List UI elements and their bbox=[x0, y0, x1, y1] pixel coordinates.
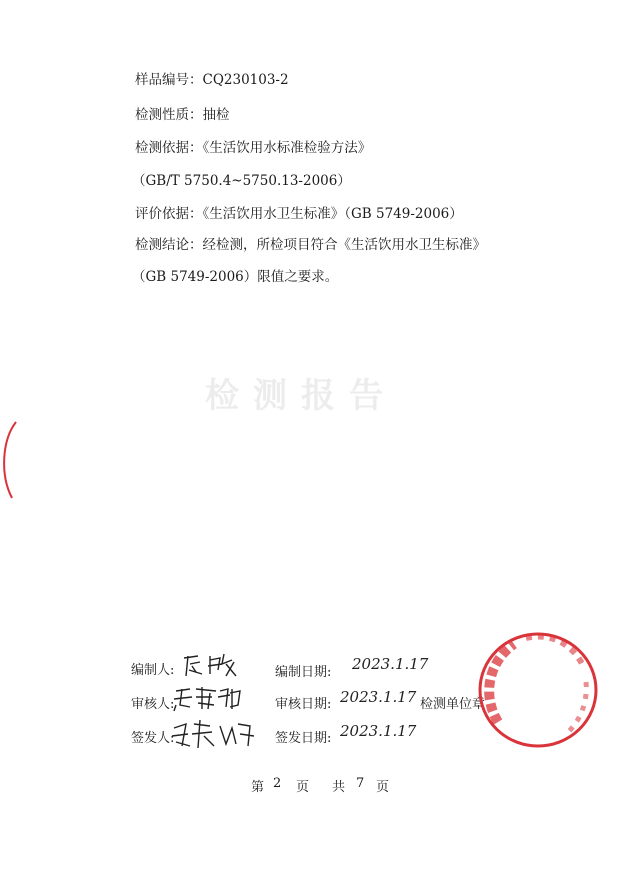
test-nature-value: 抽检 bbox=[202, 107, 230, 123]
compile-date-value: 2023.1.17 bbox=[352, 655, 429, 673]
test-basis-standard: （GB/T 5750.4~5750.13-2006） bbox=[132, 173, 351, 189]
sample-number-line bbox=[135, 71, 289, 89]
evaluation-basis-line bbox=[135, 205, 463, 223]
test-basis-line bbox=[135, 139, 371, 157]
test-nature-label: 检测性质： bbox=[135, 107, 203, 123]
review-date-value: 2023.1.17 bbox=[340, 688, 417, 706]
issuer-signature bbox=[170, 716, 256, 752]
test-basis-value: 《生活饮用水标准检验方法》 bbox=[202, 140, 372, 156]
sample-number-label: 样品编号： bbox=[135, 72, 203, 88]
evaluation-basis-label: 评价依据： bbox=[135, 206, 203, 222]
page-prefix: 第 bbox=[251, 780, 265, 795]
test-basis-label: 检测依据： bbox=[135, 140, 203, 156]
total-pages: 7 bbox=[356, 776, 365, 791]
compiler-signature bbox=[180, 650, 242, 680]
compiler-label: 编制人: bbox=[131, 663, 175, 678]
official-seal bbox=[470, 626, 600, 748]
issuer-label: 签发人: bbox=[131, 731, 175, 746]
page-number: 2 bbox=[273, 776, 282, 791]
watermark: 检测报告 bbox=[205, 376, 397, 416]
partial-seal-arc bbox=[0, 420, 18, 500]
conclusion-value: 经检测，所检项目符合《生活饮用水卫生标准》 bbox=[202, 237, 486, 253]
reviewer-signature bbox=[172, 683, 244, 713]
conclusion-continuation: （GB 5749-2006）限值之要求。 bbox=[132, 269, 339, 285]
conclusion-label: 检测结论： bbox=[135, 237, 203, 253]
test-nature-line bbox=[135, 106, 230, 124]
conclusion-line bbox=[135, 236, 486, 254]
issue-date-label: 签发日期: bbox=[275, 731, 332, 746]
testing-unit-seal-label: 检测单位章 bbox=[420, 697, 486, 712]
sample-number-value: CQ230103-2 bbox=[202, 72, 289, 88]
issue-date-value: 2023.1.17 bbox=[340, 722, 417, 740]
evaluation-basis-value: 《生活饮用水卫生标准》（GB 5749-2006） bbox=[202, 206, 463, 222]
page-unit: 页 bbox=[296, 780, 310, 795]
compile-date-label: 编制日期: bbox=[275, 665, 332, 680]
review-date-label: 审核日期: bbox=[275, 697, 332, 712]
total-prefix: 共 bbox=[332, 780, 346, 795]
total-unit: 页 bbox=[376, 780, 390, 795]
reviewer-label: 审核人: bbox=[131, 697, 175, 712]
